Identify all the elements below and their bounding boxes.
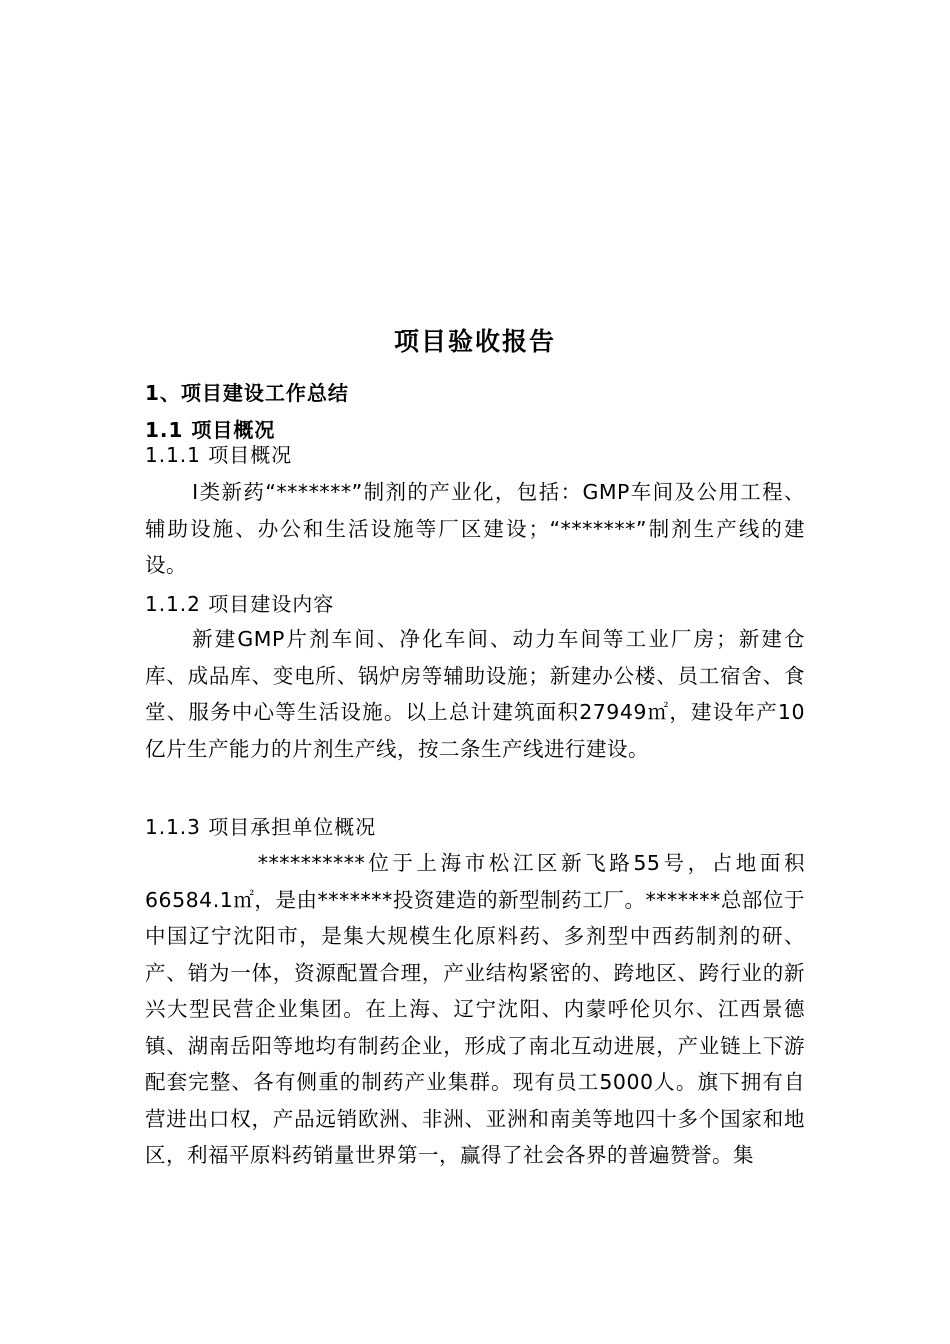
section-1-1-1-heading: 1.1.1 项目概况 — [145, 443, 293, 467]
section-1-1-3-body: **********位于上海市松江区新飞路55号，占地面积66584.1㎡，是由*******投资建造的新型制药工厂。*******总部位于中国辽宁沈阳市，是集大规模生化原料药、多剂型中西药制剂的研、产、销为一体，资源配置合理，产业结构紧密的、跨地区、跨行业的新兴大型民营企业集团。在上海、辽宁沈阳、内蒙呼伦贝尔、江西景德镇、湖南岳阳等地均有制药企业，形成了南北互动进展，产业链上下游配套完整、各有侧重的制药产业集群。现有员工5000人。旗下拥有自营进出口权，产品远销欧洲、非洲、亚洲和南美等地四十多个国家和地区，利福平原料药销量世界第一，赢得了社会各界的普遍赞誉。集 — [145, 851, 805, 1167]
section-1-1-heading: 1.1 项目概况 — [145, 418, 276, 442]
section-1-1-3-heading: 1.1.3 项目承担单位概况 — [145, 815, 377, 839]
section-1-1-2-body: 新建GMP片剂车间、净化车间、动力车间等工业厂房；新建仓库、成品库、变电所、锅炉房等辅助设施；新建办公楼、员工宿舍、食堂、服务中心等生活设施。以上总计建筑面积27949㎡，建设年产10亿片生产能力的片剂生产线，按二条生产线进行建设。 — [145, 627, 805, 761]
section-1-heading: 1、项目建设工作总结 — [145, 381, 349, 405]
section-1-1-2-heading: 1.1.2 项目建设内容 — [145, 592, 335, 616]
section-1-1-1-body: Ⅰ类新药“*******”制剂的产业化，包括：GMP车间及公用工程、辅助设施、办公和生活设施等厂区建设；“*******”制剂生产线的建设。 — [145, 480, 805, 577]
document-title: 项目验收报告 — [393, 327, 556, 356]
